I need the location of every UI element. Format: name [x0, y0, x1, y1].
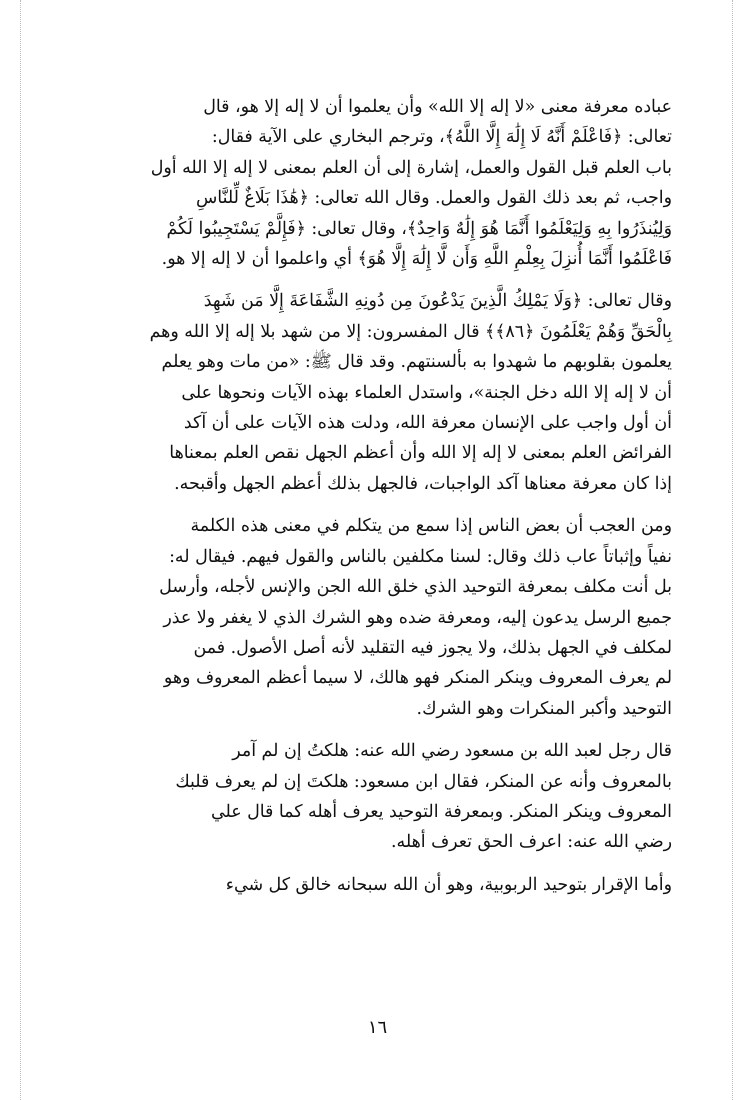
paragraph — [88, 736, 672, 858]
text-line: تعالى: ﴿فَاعْلَمْ أَنَّهُ لَا إِلَٰهَ إِلَّا اللَّهُ﴾، وترجم البخاري على الآية فقال: — [211, 127, 672, 148]
page-number: ١٦ — [367, 1017, 388, 1038]
text-line: قال رجل لعبد الله بن مسعود رضي الله عنه: هلكتُ إن لم آمر — [232, 741, 672, 762]
text-line: إذا كان معرفة معناها آكد الواجبات، فالجهل بذلك أعظم الجهل وأقبحه. — [174, 473, 672, 494]
text-line: بالمعروف وأنه عن المنكر، فقال ابن مسعود: هلكتَ إن لم يعرف قلبك — [175, 771, 672, 792]
text-line: أن لا إله إلا الله دخل الجنة»، واستدل العلماء بهذه الآيات ونحوها على — [181, 382, 672, 403]
text-line: جميع الرسل يدعون إليه، ومعرفة ضده وهو الشرك الذي لا يغفر ولا عذر — [163, 607, 672, 628]
text-line: عباده معرفة معنى «لا إله إلا الله» وأن يعلموا أن لا إله إلا هو، قال — [203, 97, 672, 117]
paragraph — [88, 92, 672, 274]
text-line: أن أول واجب على الإنسان معرفة الله، ودلت هذه الآيات على أن آكد — [183, 413, 672, 434]
text-line: لم يعرف المعروف وينكر المنكر فهو هالك، لا سيما أعظم المعروف وهو — [163, 668, 672, 689]
paragraph — [88, 870, 672, 900]
paragraph — [88, 511, 672, 724]
paragraph — [88, 286, 672, 499]
text-line: التوحيد وأكبر المنكرات وهو الشرك. — [416, 698, 672, 719]
text-line: بل أنت مكلف بمعرفة التوحيد الذي خلق الله الجن والإنس لأجله، وأرسل — [159, 577, 672, 598]
text-line: بِالْحَقِّ وَهُمْ يَعْلَمُونَ ﴿٨٦﴾﴾ قال المفسرون: إلا من شهد بلا إله إلا الله وهم — [149, 321, 672, 342]
text-line: وقال تعالى: ﴿وَلَا يَمْلِكُ الَّذِينَ يَدْعُونَ مِن دُونِهِ الشَّفَاعَةَ إِلَّا مَن شَهِدَ — [203, 291, 672, 312]
text-line: باب العلم قبل القول والعمل، إشارة إلى أن العلم بمعنى لا إله إلا الله أول — [150, 157, 672, 178]
text-line: لمكلف في الجهل بذلك، ولا يجوز فيه التقليد لأنه أصل الأصول. فمن — [193, 637, 672, 658]
text-line: واجب، ثم بعد ذلك القول والعمل. وقال الله تعالى: ﴿هَٰذَا بَلَاغٌ لِّلنَّاسِ — [196, 188, 672, 209]
page-edge-guide-right — [732, 0, 733, 1100]
text-line: ومن العجب أن بعض الناس إذا سمع من يتكلم في معنى هذه الكلمة — [190, 516, 672, 537]
text-line: نفياً وإثباتاً عاب ذلك وقال: لسنا مكلفين بالناس والقول فيهم. فيقال له: — [169, 546, 672, 567]
text-line: وأما الإقرار بتوحيد الربوبية، وهو أن الله سبحانه خالق كل شيء — [225, 874, 672, 895]
text-line: رضي الله عنه: اعرف الحق تعرف أهله. — [390, 832, 672, 853]
text-line: فَاعْلَمُوا أَنَّمَا أُنزِلَ بِعِلْمِ اللَّهِ وَأَن لَّا إِلَٰهَ إِلَّا هُوَ﴾ أي واعلموا أن لا إله إلا هو. — [161, 249, 672, 270]
page-body — [88, 92, 672, 912]
text-line: المعروف وينكر المنكر. وبمعرفة التوحيد يعرف أهله كما قال علي — [210, 801, 672, 822]
page-edge-guide-left — [20, 0, 21, 1100]
text-line: يعلمون بقلوبهم ما شهدوا به بألسنتهم. وقد قال ﷺ: «من مات وهو يعلم — [161, 352, 672, 373]
text-line: وَلِيُنذَرُوا بِهِ وَلِيَعْلَمُوا أَنَّمَا هُوَ إِلَٰهٌ وَاحِدٌ﴾، وقال تعالى: ﴿فَإِلَّمْ يَسْتَجِيبُوا لَكُمْ — [166, 218, 672, 239]
text-line: الفرائض العلم بمعنى لا إله إلا الله وأن أعظم الجهل نقص العلم بمعناها — [169, 443, 672, 464]
